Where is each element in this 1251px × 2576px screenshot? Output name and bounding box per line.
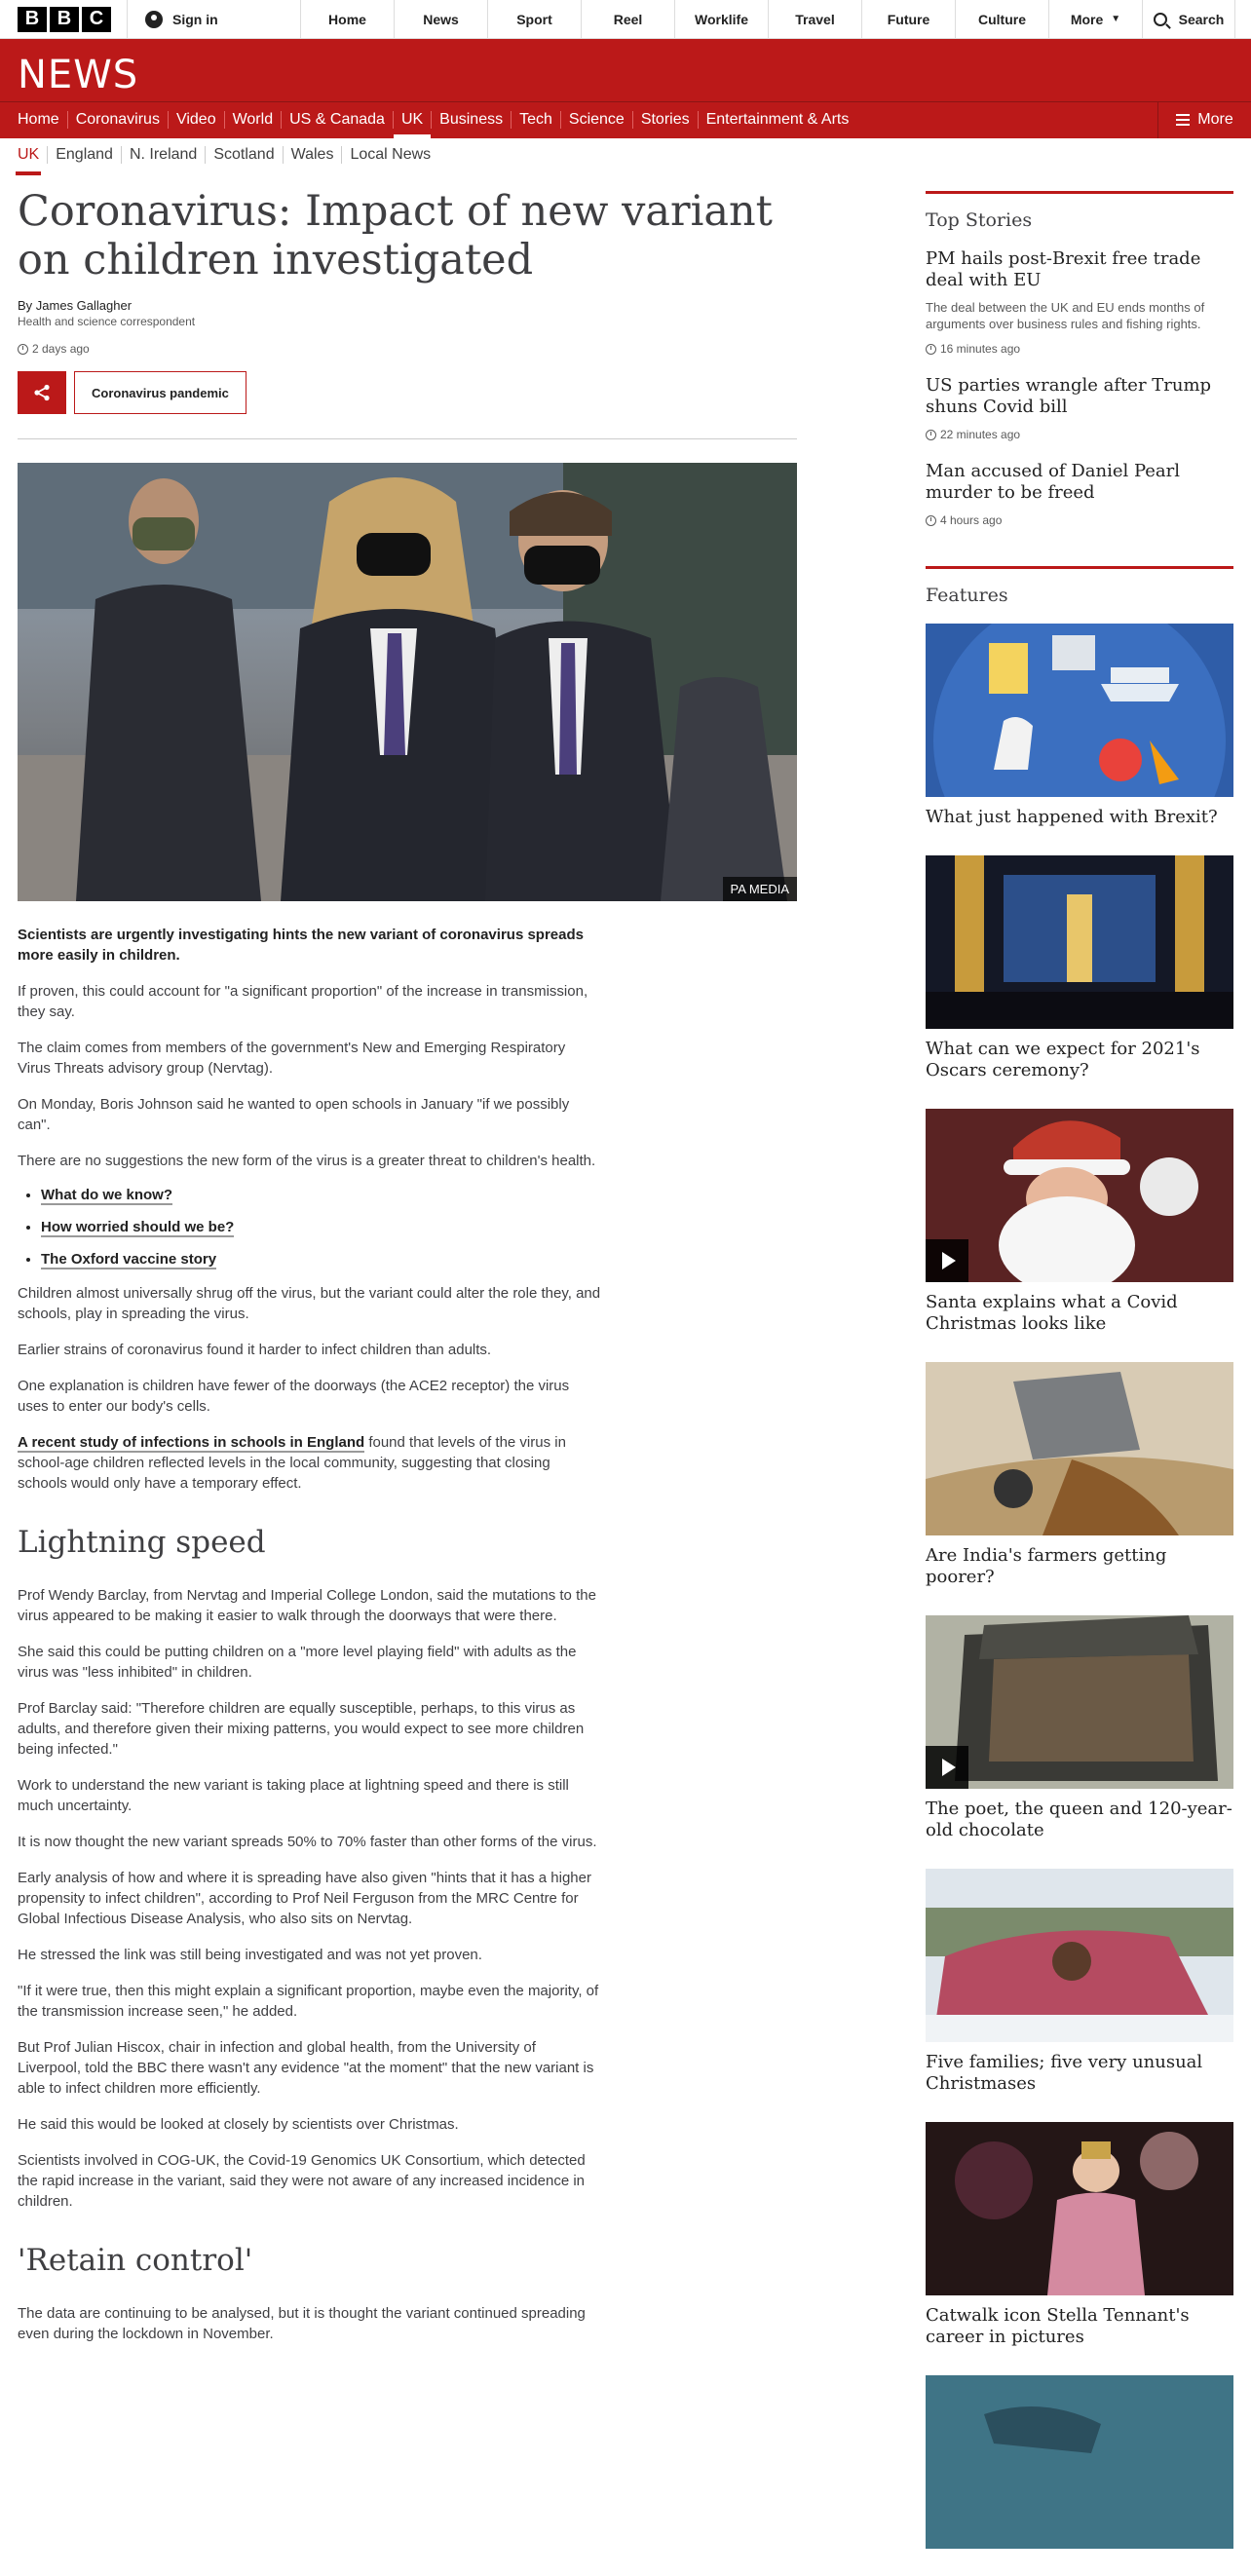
news-nav-home[interactable]: Home bbox=[18, 111, 59, 128]
feature-item[interactable] bbox=[926, 1615, 1233, 1841]
feature-title[interactable]: Are India's farmers getting poorer? bbox=[926, 1545, 1167, 1587]
paragraph: He stressed the link was still being investigated and was not yet proven. bbox=[18, 1947, 482, 1963]
sidebar bbox=[926, 191, 1233, 2576]
feature-image[interactable] bbox=[926, 2122, 1233, 2295]
top-story-time-text: 4 hours ago bbox=[940, 513, 1003, 527]
related-link-item bbox=[41, 1219, 602, 1235]
secnav-scotland[interactable]: Scotland bbox=[205, 146, 282, 164]
byline bbox=[18, 298, 797, 328]
news-nav-science[interactable]: Science bbox=[560, 111, 632, 129]
related-link-item bbox=[41, 1251, 602, 1268]
image-credit: PA MEDIA bbox=[723, 877, 797, 901]
hero-image bbox=[18, 463, 797, 901]
article bbox=[18, 187, 797, 2360]
news-nav-tech[interactable]: Tech bbox=[511, 111, 560, 129]
underwater-photo bbox=[926, 2375, 1233, 2549]
feature-item[interactable] bbox=[926, 624, 1233, 828]
bbc-logo-letter-b1: B bbox=[18, 7, 47, 32]
paragraph: It is now thought the new variant spreads 50% to 70% faster than other forms of the virus. bbox=[18, 1834, 597, 1850]
feature-image[interactable] bbox=[926, 1615, 1233, 1789]
news-nav-more-button[interactable] bbox=[1157, 101, 1251, 138]
feature-image[interactable] bbox=[926, 624, 1233, 797]
paragraph: If proven, this could account for "a significant proportion" of the increase in transmission, they say. bbox=[18, 983, 588, 1020]
paragraph: She said this could be putting children on a "more level playing field" with adults as the virus was "less inhibited" in children. bbox=[18, 1644, 577, 1681]
header-divider bbox=[18, 438, 797, 439]
schools-study-link[interactable]: A recent study of infections in schools in England bbox=[18, 1434, 365, 1451]
play-icon[interactable] bbox=[926, 1239, 968, 1282]
caret-down-icon: ▼ bbox=[1111, 14, 1121, 24]
feature-item[interactable] bbox=[926, 855, 1233, 1081]
paragraph: "If it were true, then this might explain a significant proportion, maybe even the majority, of the transmission increase seen," he added. bbox=[18, 1983, 599, 2020]
secnav-wales[interactable]: Wales bbox=[283, 146, 342, 164]
paragraph: There are no suggestions the new form of the virus is a greater threat to children's health. bbox=[18, 1153, 596, 1169]
article-intro: Scientists are urgently investigating hints the new variant of coronavirus spreads more easily in children. bbox=[18, 927, 584, 964]
news-banner bbox=[0, 39, 1251, 138]
news-nav-stories[interactable]: Stories bbox=[632, 111, 698, 129]
paragraph: One explanation is children have fewer of the doorways (the ACE2 receptor) the virus uses to enter our body's cells. bbox=[18, 1378, 570, 1415]
clock-icon bbox=[926, 430, 936, 440]
school-pupils-in-masks-photo bbox=[18, 463, 797, 901]
catwalk-photo bbox=[926, 2122, 1233, 2295]
hamburger-icon bbox=[1176, 114, 1190, 126]
top-story-summary: The deal between the UK and EU ends months of arguments over business rules and fishing rights. bbox=[926, 300, 1205, 331]
paragraph: Children almost universally shrug off the virus, but the variant could alter the role they, and schools, play in spreading the virus. bbox=[18, 1285, 601, 1322]
search-icon bbox=[1154, 13, 1167, 26]
secnav-n-ireland[interactable]: N. Ireland bbox=[121, 146, 205, 164]
feature-item[interactable] bbox=[926, 2122, 1233, 2348]
subheading-lightning-speed: Lightning speed bbox=[18, 1525, 266, 1560]
uk-secondary-nav bbox=[18, 146, 438, 164]
feature-item[interactable] bbox=[926, 1362, 1233, 1588]
subheading-retain-control: 'Retain control' bbox=[18, 2243, 253, 2278]
paragraph: He said this would be looked at closely by scientists over Christmas. bbox=[18, 2116, 459, 2133]
share-icon bbox=[33, 384, 51, 401]
related-links-list bbox=[41, 1187, 602, 1268]
top-story-title[interactable]: US parties wrangle after Trump shuns Covid bill bbox=[926, 375, 1212, 417]
features-heading: Features bbox=[926, 566, 1233, 606]
oscars-stage-photo bbox=[926, 855, 1233, 1029]
top-story-title[interactable]: Man accused of Daniel Pearl murder to be freed bbox=[926, 461, 1181, 503]
feature-image[interactable] bbox=[926, 1109, 1233, 1282]
global-nav-more-label: More bbox=[1070, 11, 1104, 27]
top-story-time-text: 22 minutes ago bbox=[940, 428, 1021, 441]
news-nav-more-label: More bbox=[1197, 111, 1233, 128]
top-story-time bbox=[926, 342, 1233, 356]
topic-tag-button[interactable]: Coronavirus pandemic bbox=[74, 371, 246, 414]
brexit-illustration bbox=[926, 624, 1233, 797]
bbc-logo-letter-b2: B bbox=[50, 7, 79, 32]
related-link-item bbox=[41, 1187, 602, 1203]
feature-title[interactable]: Five families; five very unusual Christmases bbox=[926, 2052, 1203, 2094]
feature-title[interactable]: What just happened with Brexit? bbox=[926, 807, 1218, 827]
feature-title[interactable]: Catwalk icon Stella Tennant's career in pictures bbox=[926, 2305, 1190, 2347]
top-story-item[interactable] bbox=[926, 461, 1233, 527]
global-nav-travel[interactable]: Travel bbox=[768, 0, 861, 38]
paragraph: On Monday, Boris Johnson said he wanted to open schools in January "if we possibly can". bbox=[18, 1096, 570, 1133]
paragraph-text: found that levels of the virus in school-age children reflected levels in the local community, suggesting that closing schools would only have a temporary effect. bbox=[18, 1434, 566, 1492]
news-title[interactable]: NEWS bbox=[18, 53, 139, 97]
clock-icon bbox=[18, 344, 28, 355]
paragraph: But Prof Julian Hiscox, chair in infection and global health, from the University of Liverpool, told the BBC there wasn't any evidence "at the moment" that the new variant is able to infect children more efficiently. bbox=[18, 2039, 594, 2097]
article-actions bbox=[18, 371, 797, 414]
secnav-local-news[interactable]: Local News bbox=[341, 146, 438, 164]
news-nav-uk[interactable]: UK bbox=[393, 111, 431, 129]
article-headline: Coronavirus: Impact of new variant on children investigated bbox=[18, 187, 773, 284]
news-nav-world[interactable]: World bbox=[224, 111, 282, 129]
feature-title[interactable]: Santa explains what a Covid Christmas looks like bbox=[926, 1292, 1178, 1334]
top-story-time-text: 16 minutes ago bbox=[940, 342, 1021, 356]
feature-item[interactable] bbox=[926, 1109, 1233, 1335]
search-label: Search bbox=[1178, 11, 1225, 27]
feature-image[interactable] bbox=[926, 1869, 1233, 2042]
bbc-logo-letter-c: C bbox=[82, 7, 111, 32]
article-date-text: 2 days ago bbox=[32, 342, 90, 356]
news-nav bbox=[18, 101, 856, 138]
paragraph: Earlier strains of coronavirus found it harder to infect children than adults. bbox=[18, 1342, 492, 1358]
global-nav-more-button[interactable] bbox=[1048, 0, 1142, 38]
paragraph: The data are continuing to be analysed, but it is thought the variant continued spreading even during the lockdown in November. bbox=[18, 2305, 586, 2342]
search-button[interactable] bbox=[1142, 0, 1235, 38]
paragraph: Work to understand the new variant is taking place at lightning speed and there is still much uncertainty. bbox=[18, 1777, 569, 1814]
top-story-title[interactable]: PM hails post-Brexit free trade deal with EU bbox=[926, 248, 1201, 290]
play-icon[interactable] bbox=[926, 1746, 968, 1789]
global-nav-culture[interactable]: Culture bbox=[955, 0, 1048, 38]
clock-icon bbox=[926, 515, 936, 526]
byline-author: By James Gallagher bbox=[18, 298, 133, 313]
paragraph: Prof Barclay said: "Therefore children are equally susceptible, perhaps, to this virus as adults, and therefore given their mixing patterns, you would expect to see more children being infected." bbox=[18, 1700, 585, 1758]
news-nav-entertainment-arts[interactable]: Entertainment & Arts bbox=[698, 111, 857, 129]
global-nav-sport[interactable]: Sport bbox=[487, 0, 581, 38]
news-nav-business[interactable]: Business bbox=[431, 111, 511, 129]
feature-title[interactable]: What can we expect for 2021's Oscars ceremony? bbox=[926, 1039, 1200, 1080]
feature-title[interactable]: The poet, the queen and 120-year-old chocolate bbox=[926, 1799, 1232, 1840]
farm-trailer-photo bbox=[926, 1362, 1233, 1535]
article-date bbox=[18, 342, 797, 356]
santa-photo bbox=[926, 1109, 1233, 1282]
share-button[interactable] bbox=[18, 371, 66, 414]
top-story-item[interactable] bbox=[926, 248, 1233, 356]
secnav-england[interactable]: England bbox=[47, 146, 121, 164]
feature-item[interactable] bbox=[926, 1869, 1233, 2095]
snowy-family-photo bbox=[926, 1869, 1233, 2042]
feature-image[interactable] bbox=[926, 1362, 1233, 1535]
global-nav-news[interactable]: News bbox=[394, 0, 487, 38]
sign-in-button[interactable] bbox=[127, 0, 300, 38]
global-nav-worklife[interactable]: Worklife bbox=[674, 0, 768, 38]
global-nav bbox=[300, 0, 1235, 38]
account-icon bbox=[145, 11, 163, 28]
top-story-item[interactable] bbox=[926, 375, 1233, 441]
feature-image[interactable] bbox=[926, 855, 1233, 1029]
paragraph: The claim comes from members of the government's New and Emerging Respiratory Virus Threats advisory group (Nervtag). bbox=[18, 1040, 566, 1077]
paragraph: Prof Wendy Barclay, from Nervtag and Imperial College London, said the mutations to the virus appeared to be making it easier to walk through the doorways that were there. bbox=[18, 1587, 596, 1624]
feature-image[interactable] bbox=[926, 2375, 1233, 2549]
related-link-oxford-vaccine[interactable]: The Oxford vaccine story bbox=[41, 1251, 217, 1268]
news-nav-us-canada[interactable]: US & Canada bbox=[281, 111, 393, 129]
related-link-what-do-we-know[interactable]: What do we know? bbox=[41, 1187, 172, 1203]
sign-in-label: Sign in bbox=[172, 11, 218, 27]
news-nav-video[interactable]: Video bbox=[168, 111, 224, 129]
bbc-logo[interactable] bbox=[0, 0, 127, 38]
chocolate-tin-photo bbox=[926, 1615, 1233, 1789]
top-stories-heading: Top Stories bbox=[926, 191, 1233, 231]
global-nav-reel[interactable]: Reel bbox=[581, 0, 674, 38]
paragraph: Scientists involved in COG-UK, the Covid-19 Genomics UK Consortium, which detected the rapid increase in the variant, said they were not aware of any increased incidence in children. bbox=[18, 2152, 586, 2210]
paragraph: Early analysis of how and where it is spreading have also given "hints that it has a higher propensity to infect children", according to Prof Neil Ferguson from the MRC Centre for Global Infectious Disease Analysis, who also sits on Nervtag. bbox=[18, 1870, 591, 1927]
clock-icon bbox=[926, 344, 936, 355]
bbc-global-header bbox=[0, 0, 1251, 39]
related-link-how-worried[interactable]: How worried should we be? bbox=[41, 1219, 235, 1235]
global-nav-home[interactable]: Home bbox=[300, 0, 394, 38]
top-story-time bbox=[926, 513, 1233, 527]
global-nav-future[interactable]: Future bbox=[861, 0, 955, 38]
feature-item-partial[interactable] bbox=[926, 2375, 1233, 2549]
news-nav-coronavirus[interactable]: Coronavirus bbox=[67, 111, 168, 129]
article-body bbox=[18, 925, 602, 2344]
top-story-time bbox=[926, 428, 1233, 441]
secnav-uk[interactable]: UK bbox=[18, 146, 47, 164]
byline-role: Health and science correspondent bbox=[18, 315, 196, 328]
paragraph bbox=[18, 1432, 602, 1494]
